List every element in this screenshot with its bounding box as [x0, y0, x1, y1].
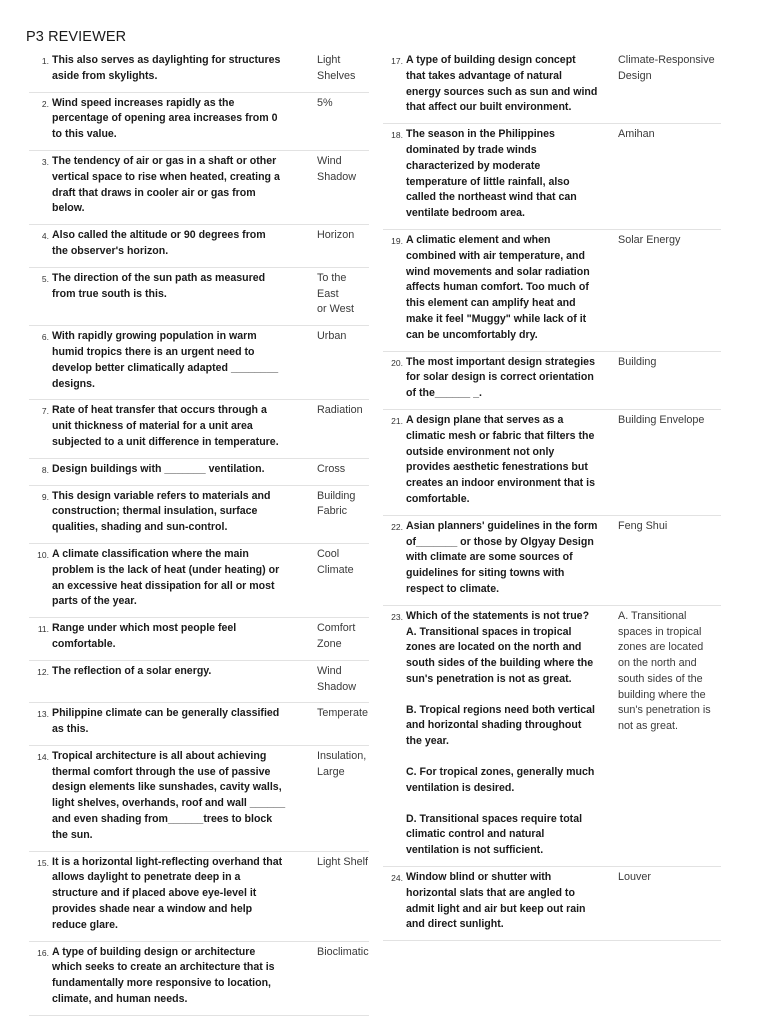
question-number: 13.	[37, 709, 49, 720]
answer-text: Comfort Zone	[317, 622, 356, 650]
question-number: 6.	[41, 332, 49, 343]
question-row	[29, 50, 369, 93]
answer-text: Urban	[317, 330, 347, 343]
question-text: Range under which most people feel comfortable.	[52, 622, 237, 650]
question-statement: B. Tropical regions need both vertical and horizontal shading throughout the year.	[406, 703, 595, 748]
answer-text: Wind Shadow	[317, 664, 357, 693]
question-number: 10.	[37, 549, 49, 560]
question-row	[383, 410, 721, 516]
question-number: 8.	[41, 464, 49, 475]
question-number: 5.	[41, 273, 49, 284]
question-row	[383, 352, 721, 410]
question-row	[29, 703, 369, 746]
question-number: 17.	[391, 56, 403, 66]
question-number: 14.	[37, 751, 49, 762]
question-row	[29, 661, 369, 704]
answer-text: Bioclimatic	[317, 945, 369, 958]
question-number: 2.	[41, 98, 49, 109]
question-row	[29, 942, 369, 1016]
question-number: 1.	[41, 56, 49, 66]
question-text: A type of building design or architecture which seeks to create an architecture that is fundamentally more responsive to location, climate, and human needs.	[52, 945, 275, 1006]
question-text: This design variable refers to materials and construction; thermal insulation, surface qualities, shading and sun-control.	[52, 489, 271, 534]
answer-text: Radiation	[317, 404, 363, 417]
answer-text: Cool Climate	[317, 547, 354, 576]
answer-text: Light Shelf	[317, 855, 369, 868]
question-text: Rate of heat transfer that occurs through a unit thickness of material for a unit area subjected to a unit difference in temperature.	[52, 404, 279, 448]
question-text: It is a horizontal light-reflecting overhand that allows daylight to penetrate deep in a structure and if placed above eye-level it provides shade near a window and help reduce glare.	[52, 855, 283, 931]
question-row	[29, 544, 369, 618]
answer-text: Feng Shui	[618, 519, 668, 532]
question-row	[29, 93, 369, 151]
question-row	[383, 124, 721, 230]
answer-text: Insulation, Large	[317, 749, 367, 778]
answer-text: Cross	[317, 462, 346, 475]
question-number: 15.	[37, 857, 49, 868]
answer-text: A. Transitional spaces in tropical zones are located on the north and south sides of the building where the sun's penetration is not as great.	[618, 609, 711, 733]
question-row	[29, 400, 369, 458]
answer-text: To the East or West	[317, 271, 354, 316]
question-number: 21.	[391, 415, 403, 426]
question-text: Also called the altitude or 90 degrees from the observer's horizon.	[52, 229, 266, 257]
answer-text: Building Fabric	[317, 489, 356, 518]
answer-text: Solar Energy	[618, 233, 681, 246]
question-text: The most important design strategies for solar design is correct orientation of the______ _.	[406, 355, 595, 400]
question-row	[29, 852, 369, 942]
answer-text: Wind Shadow	[317, 154, 357, 183]
question-text: Asian planners' guidelines in the form of_______ or those by Olgyay Design with climate are some sources of guidelines for siting towns with respect to climate.	[406, 519, 598, 595]
question-row	[29, 151, 369, 225]
question-text: A type of building design concept that takes advantage of natural energy sources such as sun and wind that affect our built environment.	[406, 54, 598, 114]
question-text: Tropical architecture is all about achieving thermal comfort through the use of passive design elements like sunshades, cavity walls, light shelves, overhands, roof and wall ______ and even shading from______trees to block the sun.	[52, 749, 286, 841]
answer-text: Amihan	[618, 128, 655, 141]
question-number: 4.	[41, 231, 49, 242]
question-statement: Which of the statements is not true? A. Transitional spaces in tropical zones are located on the north and south sides of the building where the sun's penetration is not as great.	[406, 609, 594, 685]
question-row	[29, 268, 369, 326]
question-text: A design plane that serves as a climatic mesh or fabric that filters the outside environment not only provides aesthetic fenestrations but creates an indoor environment that is comfortable.	[406, 413, 595, 505]
question-number: 22.	[391, 521, 403, 532]
question-number: 23.	[391, 611, 403, 622]
question-row	[29, 746, 369, 852]
question-text	[406, 609, 606, 859]
answer-text: Building Envelope	[618, 413, 705, 426]
question-row	[383, 516, 721, 606]
question-text: The reflection of a solar energy.	[52, 664, 212, 677]
question-text: The season in the Philippines dominated by trade winds characterized by moderate temperature of little rainfall, also called the northeast wind that can ventilate bedroom area.	[406, 128, 577, 220]
question-row	[29, 326, 369, 400]
question-row	[29, 618, 369, 661]
question-number: 9.	[41, 491, 49, 502]
question-statement: D. Transitional spaces require total climatic control and natural ventilation is not sufficient.	[406, 812, 583, 857]
question-row	[383, 50, 721, 124]
answer-text: 5%	[317, 96, 333, 109]
question-text: Design buildings with _______ ventilation.	[52, 462, 265, 475]
question-text: A climate classification where the main problem is the lack of heat (under heating) or an excessive heat dissipation for all or most parts of the year.	[52, 547, 280, 608]
question-number: 3.	[41, 156, 49, 167]
question-number: 11.	[37, 624, 49, 635]
answer-text: Climate-Responsive Design	[618, 54, 715, 82]
question-text: With rapidly growing population in warm humid tropics there is an urgent need to develop better climatically adapted ________ designs.	[52, 330, 279, 390]
question-text: The direction of the sun path as measured from true south is this.	[52, 271, 266, 300]
question-statement: C. For tropical zones, generally much ventilation is desired.	[406, 766, 595, 794]
left-column	[29, 50, 369, 1016]
question-row	[29, 486, 369, 544]
question-text: A climatic element and when combined with air temperature, and wind movements and solar radiation affects human comfort. Too much of this element can amplify heat and make it feel "Muggy" while lack of it can be uncomfortably dry.	[406, 233, 590, 341]
question-text: Window blind or shutter with horizontal slats that are angled to admit light and air but keep out rain and direct sunlight.	[406, 871, 586, 931]
question-text: Wind speed increases rapidly as the percentage of opening area increases from 0 to this value.	[52, 96, 278, 141]
question-row	[29, 459, 369, 486]
question-text: Philippine climate can be generally classified as this.	[52, 707, 280, 736]
answer-text: Louver	[618, 871, 652, 884]
right-column	[383, 50, 721, 941]
question-number: 12.	[37, 666, 49, 677]
question-text: The tendency of air or gas in a shaft or other vertical space to rise when heated, creating a draft that draws in cooler air or gas from below.	[52, 154, 280, 215]
question-number: 19.	[391, 235, 403, 246]
answer-text: Temperate	[317, 707, 369, 720]
answer-text: Building	[618, 355, 657, 368]
question-number: 24.	[391, 873, 403, 884]
question-number: 16.	[37, 947, 49, 958]
question-number: 18.	[391, 130, 403, 141]
question-text: This also serves as daylighting for structures aside from skylights.	[52, 54, 281, 82]
question-number: 7.	[41, 406, 49, 417]
question-row	[383, 230, 721, 352]
question-row	[383, 867, 721, 941]
page-title: P3 REVIEWER	[26, 29, 127, 45]
question-row	[29, 225, 369, 268]
question-row	[383, 606, 721, 867]
answer-text: Horizon	[317, 229, 355, 242]
question-number: 20.	[391, 357, 403, 368]
answer-text: Light Shelves	[317, 54, 356, 82]
